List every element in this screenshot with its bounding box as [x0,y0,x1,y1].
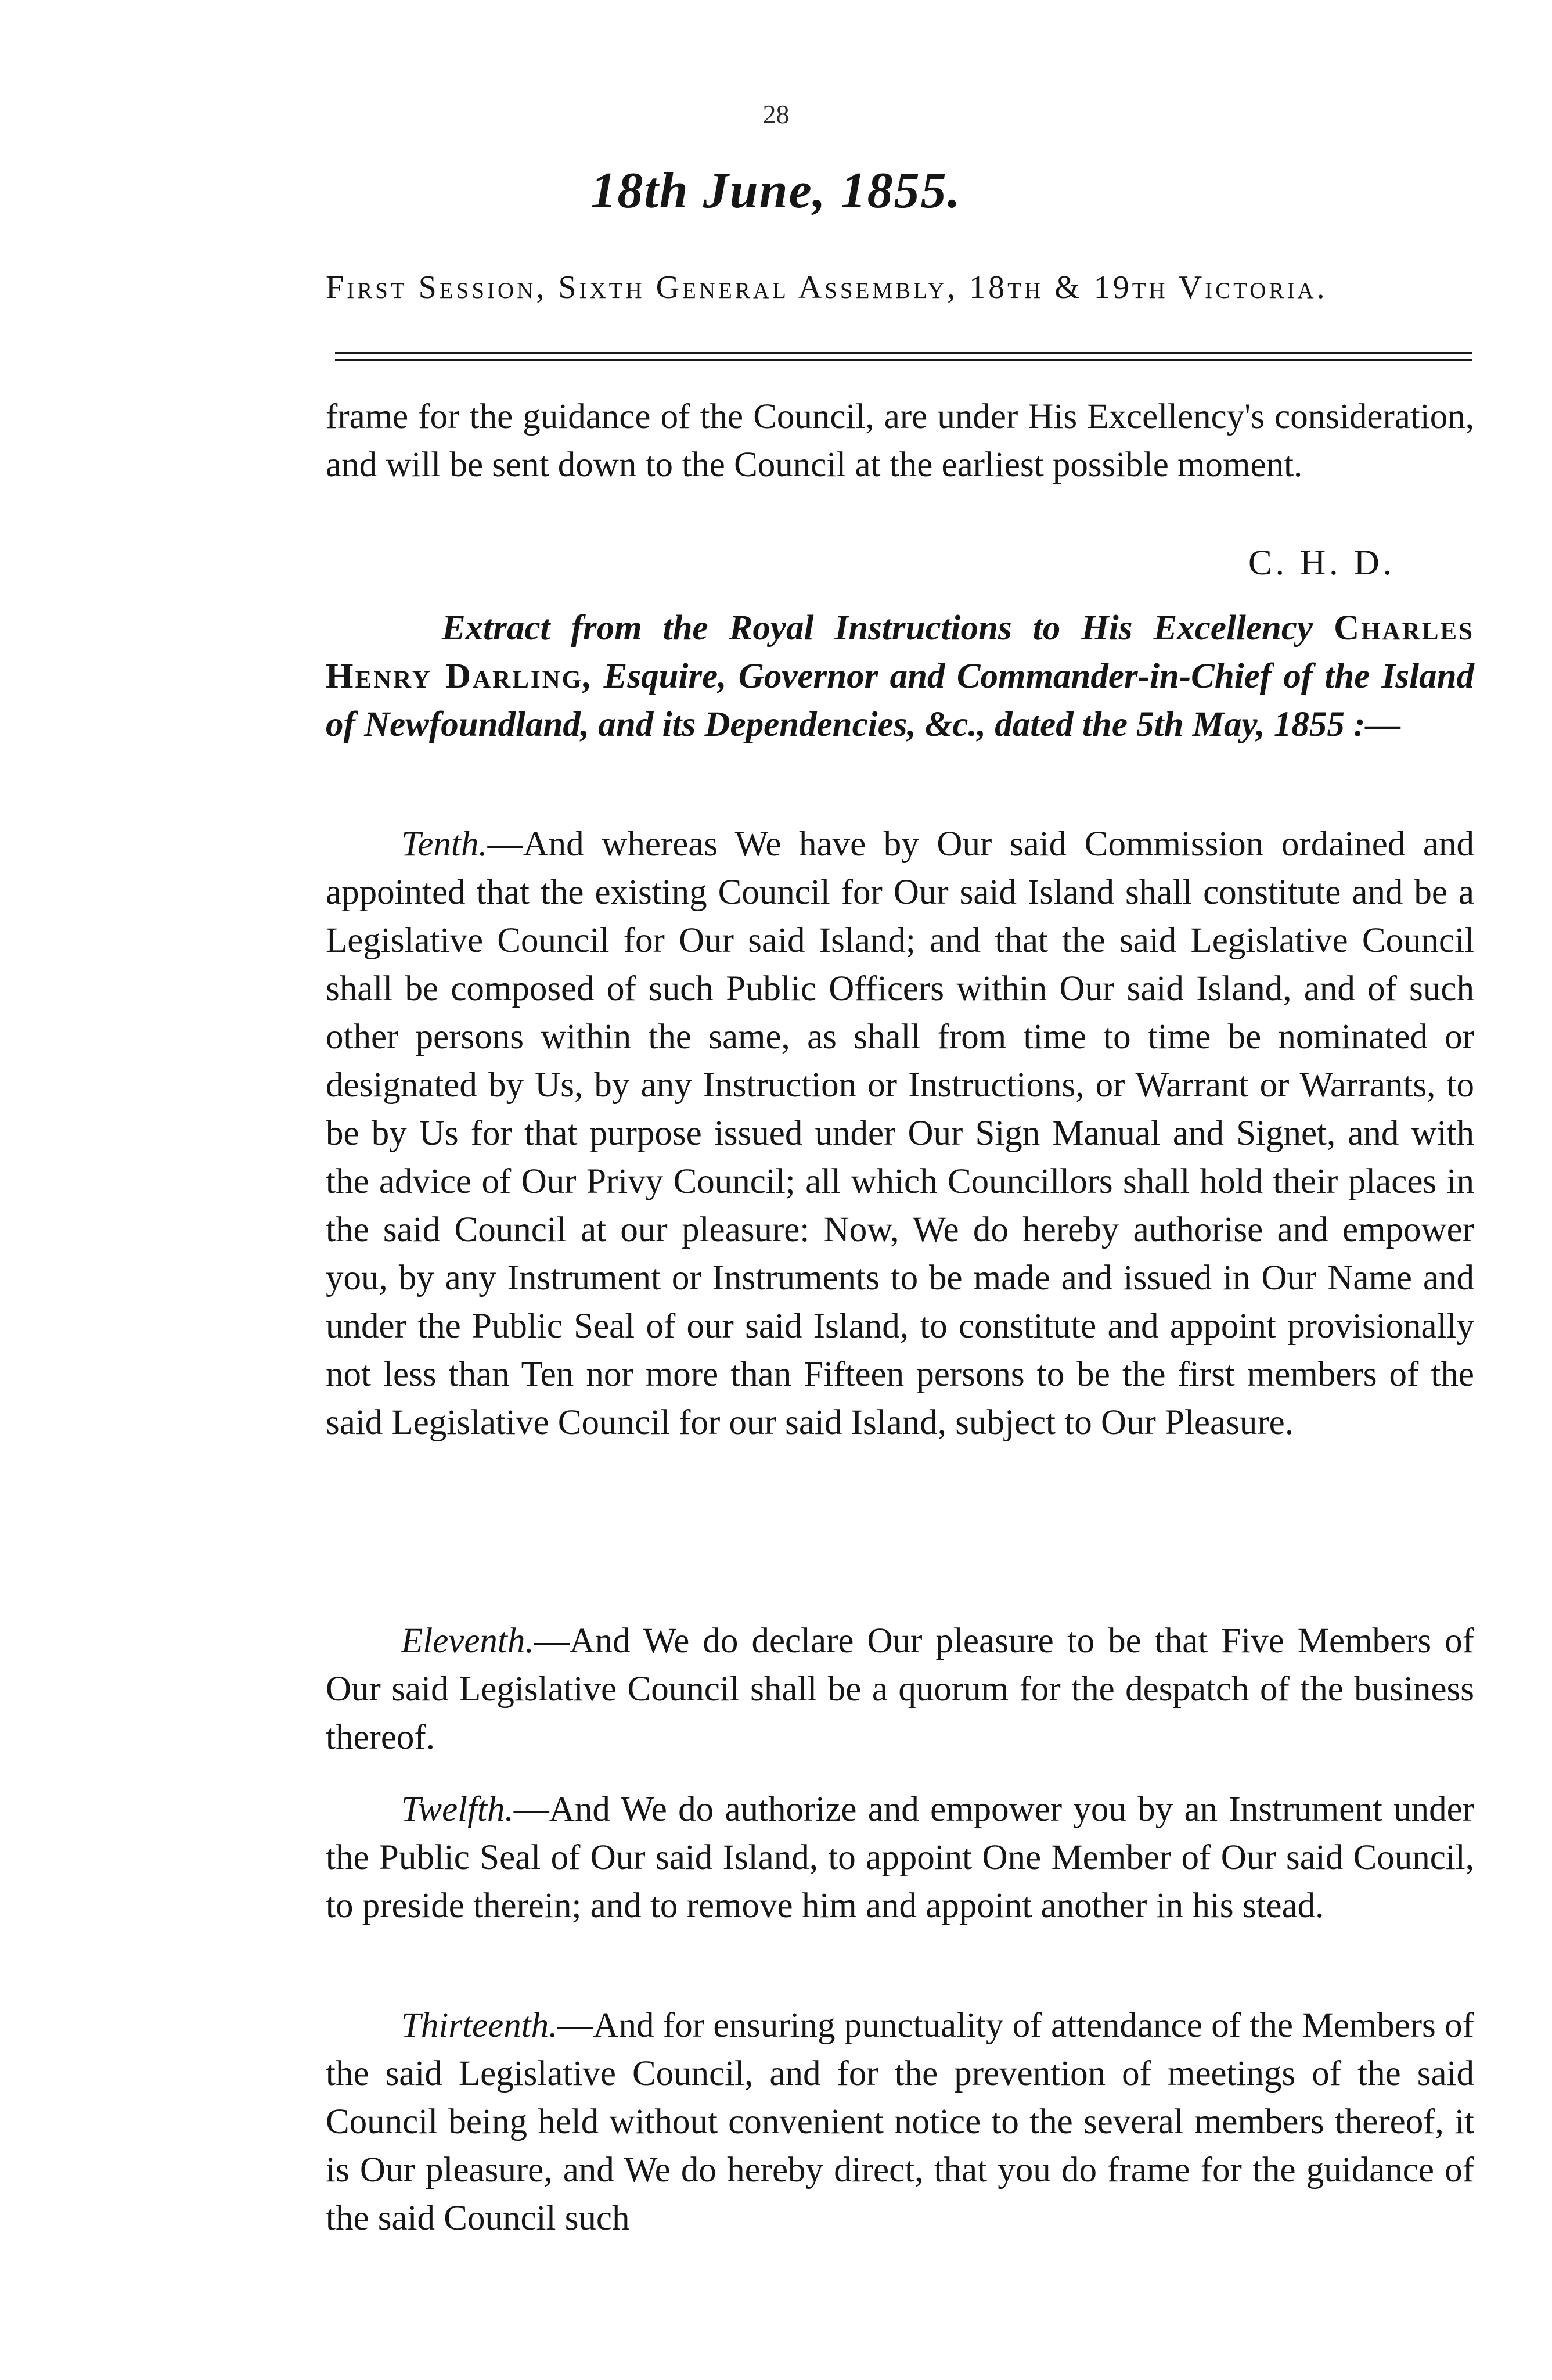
clause-thirteenth [326,2001,1474,2242]
clause-heading: Eleventh. [401,1622,534,1660]
governor-name: Charles Henry Darling [326,609,1474,696]
header-rule-bottom [335,359,1472,361]
clause-heading: Thirteenth. [401,2006,558,2045]
clause-text: —And We do declare Our pleasure to be that Five Members of Our said Legislative Council shall be a quorum for the despatch of the business thereof. [326,1622,1474,1757]
extract-rest: , Esquire, Governor and Commander-in-Chief of the Island of Newfoundland, and its Dependencies, &c., dated the 5th May, 1855 :— [326,657,1474,744]
clause-text: —And for ensuring punctuality of attendance of the Members of the said Legislative Council, and for the prevention of meetings of the said Council being held without convenient notice to the several members thereof, it is Our pleasure, and We do hereby direct, that you do frame for the guidance of the said Council such [326,2006,1474,2238]
extract-lead: Extract from the Royal Instructions to His Excellency [442,609,1334,648]
clause-heading: Twelfth. [401,1790,514,1829]
clause-twelfth [326,1785,1474,1930]
clause-tenth [326,820,1474,1447]
clause-text: —And whereas We have by Our said Commission ordained and appointed that the existing Council for Our said Island shall constitute and be a Legislative Council for Our said Island; and that the said Legislative Council shall be composed of such Public Officers within Our said Island, and of such other persons within the same, as shall from time to time be nominated or designated by Us, by any Instruction or Instructions, or Warrant or Warrants, to be by Us for that purpose issued under Our Sign Manual and Signet, and with the advice of Our Privy Council; all which Councillors shall hold their places in the said Council at our pleasure: Now, We do hereby authorise and empower you, by any Instrument or Instruments to be made and issued in Our Name and under the Public Seal of our said Island, to constitute and appoint provisionally not less than Ten nor more than Fifteen persons to be the first members of the said Legislative Council for our said Island, subject to Our Pleasure. [326,825,1474,1442]
intro-paragraph: frame for the guidance of the Council, are under His Excellency's consideration, and will be sent down to the Council at the earliest possible moment. [326,397,1474,484]
header-rule-top [335,352,1472,354]
clause-heading: Tenth. [401,825,488,864]
extract-heading [326,604,1474,749]
signature-initials: C. H. D. [1248,544,1396,583]
session-line: First Session, Sixth General Assembly, 18th & 19th Victoria. [326,269,1328,305]
page-number: 28 [762,99,790,129]
clause-text: —And We do authorize and empower you by an Instrument under the Public Seal of Our said Island, to appoint One Member of Our said Council, to preside therein; and to remove him and appoint another in his stead. [326,1790,1474,1925]
clause-eleventh [326,1617,1474,1761]
date-heading: 18th June, 1855. [590,163,962,219]
